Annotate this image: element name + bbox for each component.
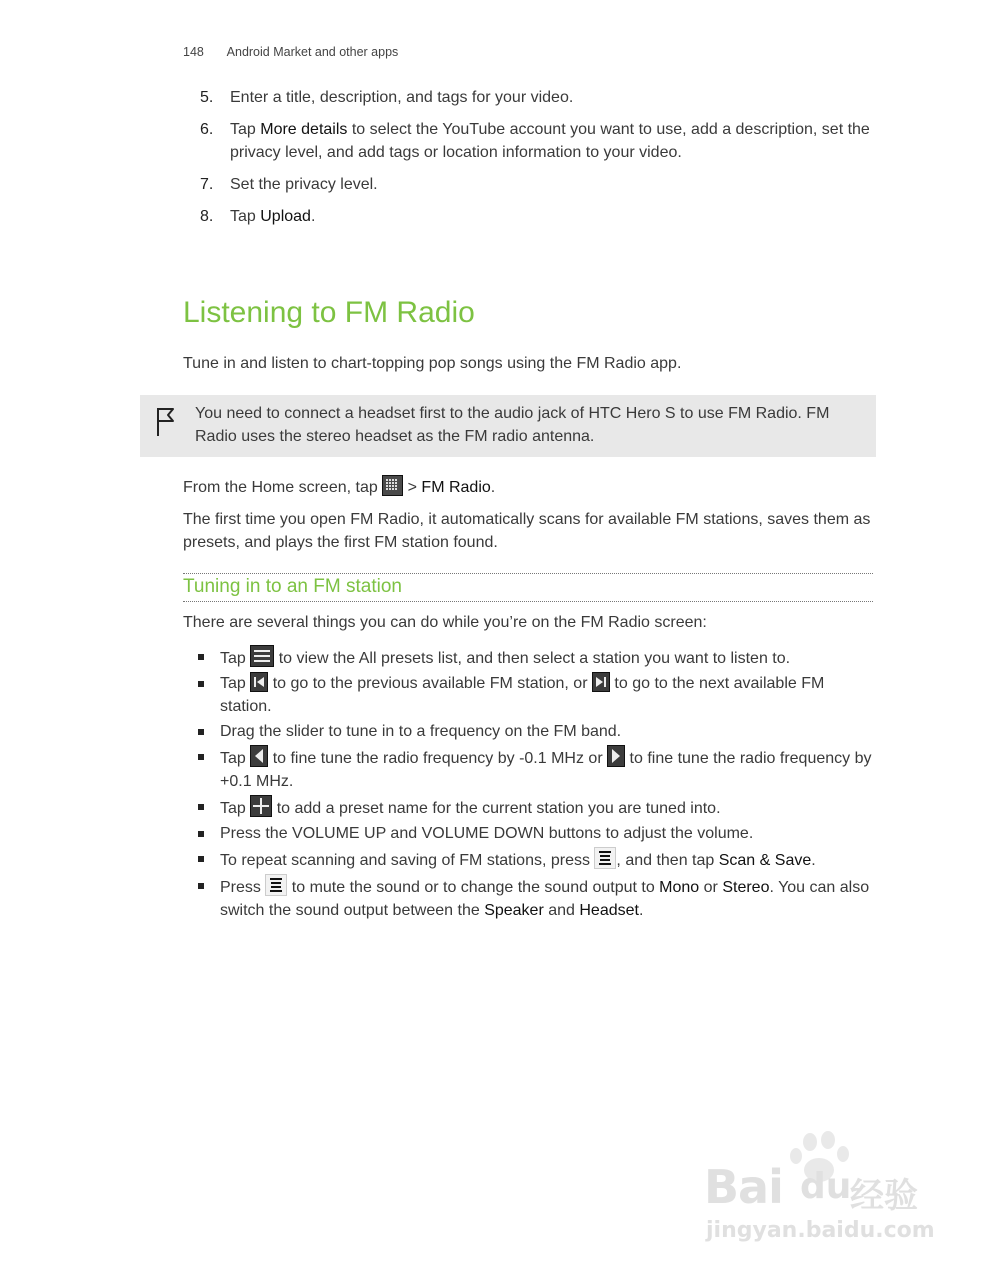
bullet-marker — [198, 831, 204, 837]
instruction-text: . — [490, 479, 496, 496]
bullet-marker — [198, 883, 204, 889]
watermark-brand-du: du — [800, 1166, 852, 1207]
item-text: Drag the slider to tune in to a frequency on the FM band. — [220, 723, 622, 740]
note-text: You need to connect a headset first to the audio jack of HTC Hero S to use FM Radio. FM Radio uses the stereo headset as the FM radio antenna. — [195, 405, 830, 445]
step-number: 7. — [200, 176, 214, 193]
chapter-title: Android Market and other apps — [226, 45, 399, 59]
step-number: 6. — [200, 121, 214, 138]
ui-term-scan-save: Scan & Save — [718, 852, 812, 869]
section-intro: Tune in and listen to chart-topping pop songs using the FM Radio app. — [183, 355, 682, 372]
item-text: to add a preset name for the current station you are tuned into. — [272, 800, 721, 817]
ui-term-speaker: Speaker — [484, 902, 544, 919]
subsection-title: Tuning in to an FM station — [183, 576, 402, 597]
item-text: Press — [220, 879, 266, 896]
ui-term-more-details: More details — [260, 121, 348, 138]
item-text: to fine tune the radio frequency by -0.1 MHz or — [268, 750, 608, 767]
ui-term-stereo: Stereo — [722, 879, 770, 896]
list-item — [195, 745, 875, 793]
ui-term-fm-radio: FM Radio — [421, 479, 491, 496]
step-text-part: to select the YouTube account you want to use, add a description, set the privacy level, and add tags or location information to your video. — [230, 121, 870, 161]
item-text: to go to the previous available FM station, or — [268, 675, 592, 692]
previous-station-icon — [250, 672, 268, 692]
step-text — [230, 205, 870, 228]
numbered-steps — [200, 86, 870, 237]
list-item — [195, 874, 875, 922]
ui-term-mono: Mono — [659, 879, 700, 896]
ui-term-headset: Headset — [579, 902, 639, 919]
all-apps-grid-icon — [382, 475, 403, 496]
list-item — [195, 672, 875, 718]
bullet-marker — [198, 754, 204, 760]
item-text: to view the All presets list, and then select a station you want to listen to. — [274, 650, 791, 667]
item-text: Tap — [220, 650, 251, 667]
separator: > — [403, 479, 422, 496]
section-title: Listening to FM Radio — [183, 296, 475, 329]
first-time-paragraph: The first time you open FM Radio, it automatically scans for available FM stations, saves them as presets, and plays the first FM station found. — [183, 511, 871, 551]
list-item — [195, 720, 875, 743]
instruction-text: From the Home screen, tap — [183, 479, 383, 496]
item-text: To repeat scanning and saving of FM stations, press — [220, 852, 595, 869]
step-number: 8. — [200, 208, 214, 225]
next-station-icon — [592, 672, 610, 692]
menu-key-icon — [265, 874, 287, 896]
item-text: . — [638, 902, 644, 919]
item-text: . You can also switch the sound output between the — [220, 879, 870, 919]
bullet-marker — [198, 804, 204, 810]
item-text: to fine tune the radio frequency by +0.1 MHz. — [220, 750, 872, 790]
step-6 — [200, 118, 870, 164]
step-text-part: Tap — [230, 121, 261, 138]
item-text: . — [811, 852, 816, 869]
baidu-watermark — [700, 1130, 940, 1250]
step-7 — [200, 173, 870, 196]
item-text: and — [543, 902, 580, 919]
list-item — [195, 645, 875, 670]
item-text: Tap — [220, 750, 251, 767]
running-header — [183, 45, 398, 59]
bullet-marker — [198, 654, 204, 660]
step-8 — [200, 205, 870, 228]
step-text: Enter a title, description, and tags for your video. — [230, 89, 574, 106]
step-text — [230, 118, 870, 164]
item-text: , and then tap — [616, 852, 719, 869]
watermark-url: jingyan.baidu.com — [706, 1218, 935, 1243]
page-number: 148 — [183, 45, 204, 59]
home-instruction — [183, 475, 873, 499]
watermark-cn: 经验 — [850, 1176, 918, 1216]
list-item — [195, 847, 875, 872]
note-box — [140, 395, 876, 457]
item-text: Tap — [220, 800, 251, 817]
item-text: to mute the sound or to change the sound output to — [287, 879, 660, 896]
divider-top — [183, 573, 873, 574]
bullet-marker — [198, 729, 204, 735]
list-item — [195, 795, 875, 820]
step-5 — [200, 86, 870, 109]
step-text-part: Tap — [230, 208, 261, 225]
bullet-marker — [198, 681, 204, 687]
item-text: to go to the next available FM station. — [220, 675, 825, 715]
step-text: Set the privacy level. — [230, 176, 378, 193]
watermark-brand: Bai — [704, 1160, 783, 1214]
bullet-marker — [198, 856, 204, 862]
bullet-list — [195, 645, 875, 924]
flag-icon — [154, 406, 176, 443]
presets-list-icon — [250, 645, 274, 667]
item-text: Press the VOLUME UP and VOLUME DOWN buttons to adjust the volume. — [220, 825, 754, 842]
menu-key-icon — [594, 847, 616, 869]
fine-tune-down-icon — [250, 745, 268, 767]
divider-bottom — [183, 601, 873, 602]
step-number: 5. — [200, 89, 214, 106]
item-text: Tap — [220, 675, 251, 692]
add-preset-icon — [250, 795, 272, 817]
ui-term-upload: Upload — [260, 208, 311, 225]
subsection-intro: There are several things you can do while you’re on the FM Radio screen: — [183, 614, 707, 631]
list-item — [195, 822, 875, 845]
item-text: or — [699, 879, 723, 896]
step-text-part: . — [310, 208, 316, 225]
fine-tune-up-icon — [607, 745, 625, 767]
